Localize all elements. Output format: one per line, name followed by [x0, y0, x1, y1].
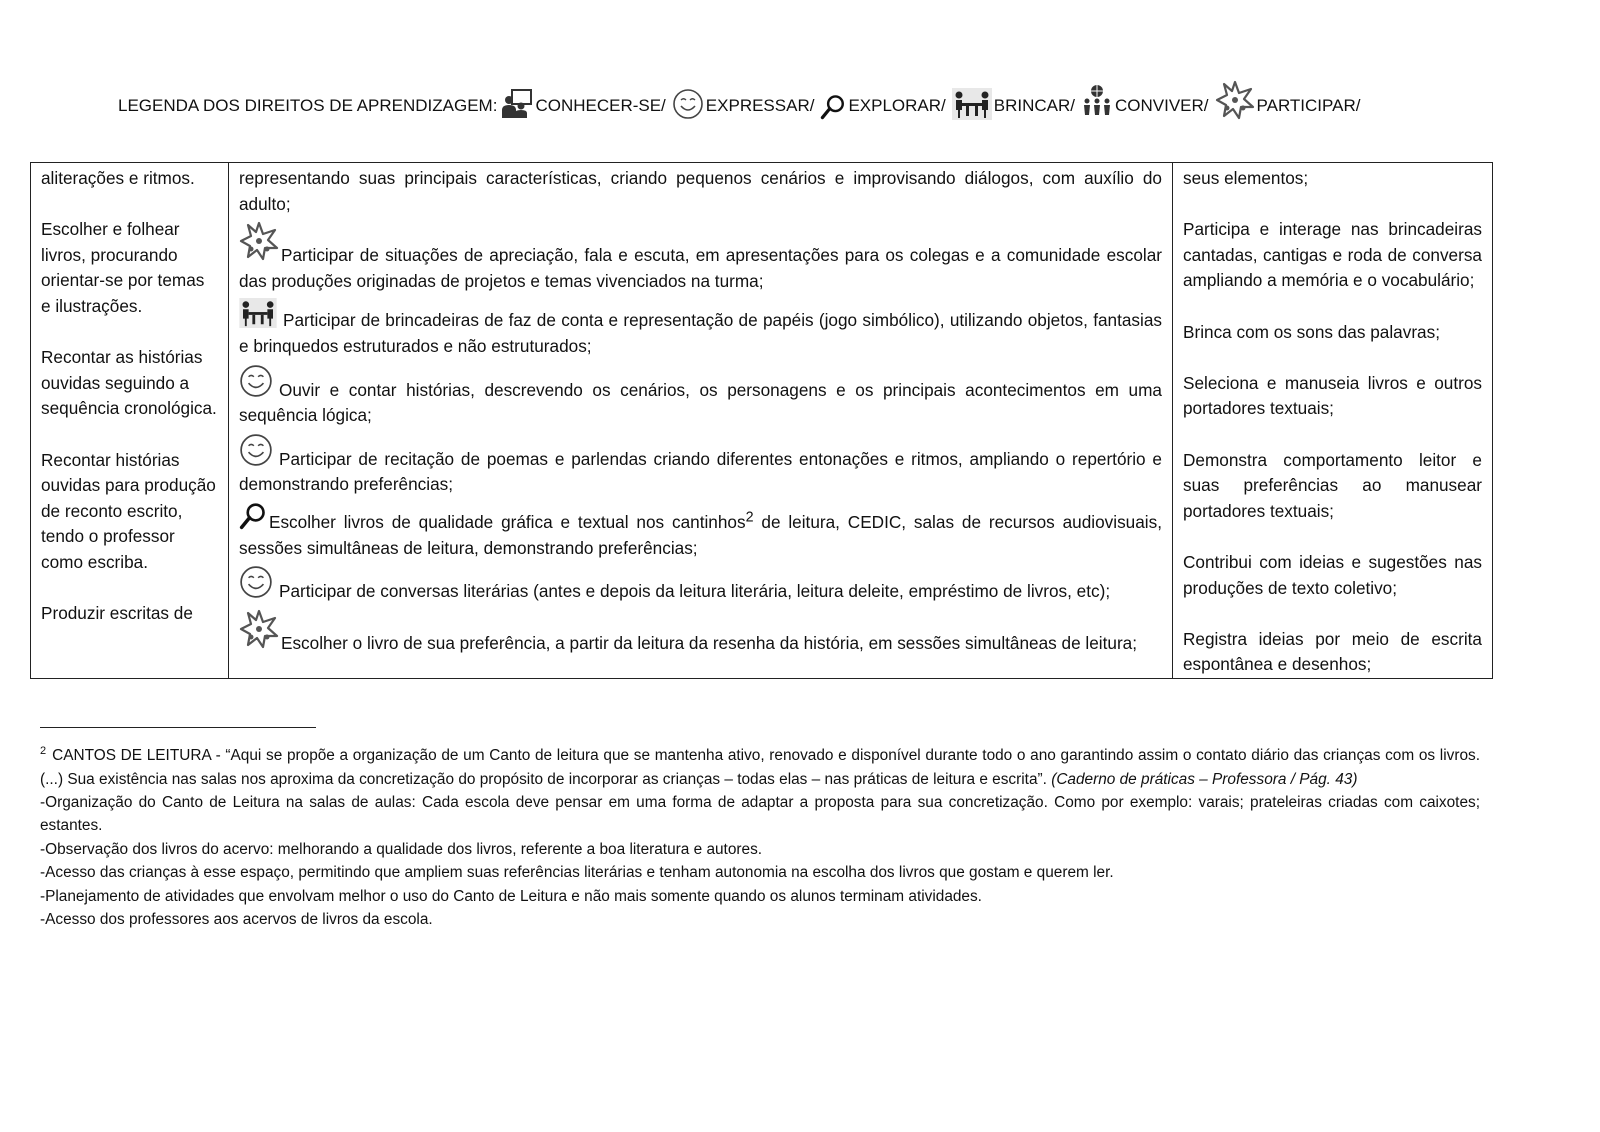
star-people-icon — [239, 221, 279, 261]
activity-text: Escolher livros de qualidade gráfica e textual nos cantinhos — [269, 511, 746, 532]
footnote — [40, 740, 1480, 931]
activity-item — [239, 502, 1162, 561]
activity-text: Participar de situações de apreciação, fala e escuta, em apresentações para os colegas e a comunidade escolar das produções originadas de projetos e temas vivenciados na turma; — [239, 245, 1162, 291]
footnote-quote: “Aqui se propõe a organização de um Canto de leitura que se mantenha ativo, renovado e disponível durante todo o ano garantindo assim o contato diário das crianças com os livros. (...) Sua existência nas salas nos aproxima da concretização do propósito de incorporar as crianças – todas elas – nas práticas de leitura e escrita”. — [40, 747, 1480, 788]
smiley-icon — [239, 565, 273, 599]
legend-item-conviver — [1081, 80, 1215, 120]
activity-intro: representando suas principais características, criando pequenos cenários e improvisando diálogos, com auxílio do adulto; — [239, 168, 1162, 214]
legend-text: PARTICIPAR/ — [1256, 96, 1361, 115]
footnote-divider — [40, 727, 316, 728]
legend-item-expressar — [672, 88, 821, 120]
smiley-icon — [672, 88, 704, 120]
footnote-line: -Observação dos livros do acervo: melhorando a qualidade dos livros, referente a boa literatura e autores. — [40, 840, 763, 858]
table-row — [31, 163, 1493, 679]
activity-item — [239, 221, 1162, 294]
activity-text: Participar de recitação de poemas e parlendas criando diferentes entonações e ritmos, ampliando o repertório e demonstrando preferências; — [239, 448, 1162, 495]
activity-item — [239, 565, 1162, 605]
legend-text: CONVIVER/ — [1115, 96, 1209, 115]
legend-text: CONHECER-SE/ — [535, 96, 666, 115]
activity-text: Ouvir e contar histórias, descrevendo os cenários, os personagens e os principais acontecimentos em uma sequência lógica; — [239, 379, 1162, 426]
legend-item-brincar — [952, 88, 1081, 120]
activities-column — [229, 163, 1173, 679]
legend-item-explorar — [820, 94, 951, 120]
smiley-icon — [239, 364, 273, 398]
objective-item: Escolher e folhear livros, procurando orientar-se por temas e ilustrações. — [41, 219, 205, 316]
activity-item — [239, 364, 1162, 429]
evaluation-item: Contribui com ideias e sugestões nas produções de texto coletivo; — [1183, 551, 1482, 598]
activity-text: Escolher o livro de sua preferência, a partir da leitura da resenha da história, em sessões simultâneas de leitura; — [281, 632, 1138, 653]
learning-rights-table — [30, 162, 1493, 679]
footnote-line: -Acesso das crianças à esse espaço, permitindo que ampliem suas referências literárias e tenham autonomia na escolha dos livros que gostam e querem ler. — [40, 864, 1114, 882]
footnote-main — [40, 740, 1480, 791]
activity-text: Participar de brincadeiras de faz de conta e representação de papéis (jogo simbólico), utilizando objetos, fantasias e brinquedos estruturados e não estruturados; — [239, 310, 1162, 356]
legend-label: LEGENDA DOS DIREITOS DE APRENDIZAGEM: — [118, 96, 498, 115]
legend-text: EXPRESSAR/ — [705, 96, 815, 115]
legend-text: EXPLORAR/ — [848, 96, 946, 115]
playing-children-icon — [239, 298, 277, 328]
evaluation-item: Participa e interage nas brincadeiras cantadas, cantigas e roda de conversa ampliando a memória e o vocabulário; — [1183, 219, 1482, 291]
objective-item: Recontar as histórias ouvidas seguindo a sequência cronológica. — [41, 347, 217, 419]
activity-item — [239, 298, 1162, 359]
activity-item — [239, 609, 1162, 657]
evaluation-item: seus elementos; — [1183, 168, 1309, 188]
objective-item: aliterações e ritmos. — [41, 168, 195, 188]
objective-item: Recontar histórias ouvidas para produção de reconto escrito, tendo o professor como escriba. — [41, 449, 216, 572]
footnote-citation: (Caderno de práticas – Professora / Pág. 43) — [1051, 770, 1358, 788]
presenter-icon — [501, 88, 533, 120]
legend-item-participar — [1215, 80, 1361, 120]
legend-item-conhecer-se — [501, 88, 671, 120]
objectives-column — [31, 163, 229, 679]
footnote-title: CANTOS DE LEITURA - — [52, 747, 226, 765]
smiley-icon — [239, 433, 273, 467]
legend — [118, 70, 1558, 120]
activity-item — [239, 433, 1162, 498]
footnote-line: -Planejamento de atividades que envolvam melhor o uso do Canto de Leitura e não mais somente quando os alunos terminam atividades. — [40, 887, 982, 905]
evaluation-item: Registra ideias por meio de escrita espontânea e desenhos; — [1183, 628, 1482, 675]
footnote-line: -Organização do Canto de Leitura na salas de aulas: Cada escola deve pensar em uma forma de adaptar a proposta para sua concretização. Como por exemplo: varais; prateleiras criadas com caixotes; estantes. — [40, 793, 1480, 835]
activity-text: Participar de conversas literárias (antes e depois da leitura literária, leitura deleite, empréstimo de livros, etc); — [279, 581, 1111, 602]
star-people-icon — [239, 609, 279, 649]
footnote-line: -Acesso dos professores aos acervos de livros da escola. — [40, 910, 433, 928]
magnifier-icon — [239, 502, 267, 530]
objective-item: Produzir escritas de — [41, 603, 193, 624]
globe-people-icon — [1081, 80, 1113, 120]
legend-text: BRINCAR/ — [993, 96, 1075, 115]
playing-children-icon — [952, 88, 992, 120]
evaluation-item: Demonstra comportamento leitor e suas preferências ao manusear portadores textuais; — [1183, 449, 1482, 521]
footnote-ref: 2 — [745, 509, 754, 526]
activity-text: de leitura, CEDIC, salas de recursos audiovisuais, sessões simultâneas de leitura, demonstrando preferências; — [239, 511, 1162, 558]
magnifier-icon — [820, 94, 846, 120]
star-people-icon — [1215, 80, 1255, 120]
footnote-marker: 2 — [40, 745, 47, 757]
evaluation-item: Seleciona e manuseia livros e outros portadores textuais; — [1183, 372, 1482, 419]
evaluation-column — [1173, 163, 1493, 679]
evaluation-item: Brinca com os sons das palavras; — [1183, 321, 1440, 342]
